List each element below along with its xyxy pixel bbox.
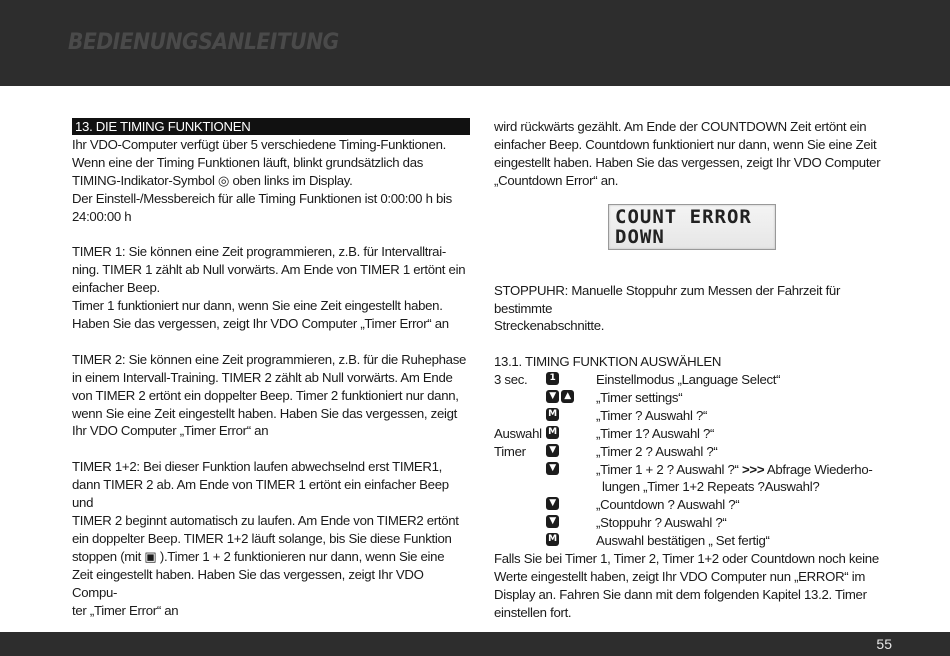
section-heading: 13. DIE TIMING FUNKTIONEN bbox=[72, 118, 470, 135]
text-line: dann TIMER 2 ab. Am Ende von TIMER 1 ertönt ein einfacher Beep und bbox=[72, 477, 449, 511]
step-row bbox=[494, 371, 894, 389]
step-row bbox=[494, 532, 894, 550]
timer1-paragraph bbox=[72, 243, 470, 333]
subsection-heading: 13.1. TIMING FUNKTION AUSWÄHLEN bbox=[494, 354, 722, 370]
text-line: Wenn eine der Timing Funktionen läuft, blinkt grundsätzlich das bbox=[72, 154, 424, 170]
step-row bbox=[494, 407, 894, 425]
step-text bbox=[596, 514, 726, 532]
button-key-icon: ▼ bbox=[546, 444, 559, 457]
step-text bbox=[602, 478, 819, 496]
step-keys bbox=[546, 372, 559, 385]
page-header bbox=[0, 0, 950, 86]
text-line: einstellen fort. bbox=[494, 604, 572, 620]
text-line: „Countdown Error“ an. bbox=[494, 172, 619, 188]
button-key-icon: ▼ bbox=[546, 462, 559, 475]
step-keys bbox=[546, 462, 559, 475]
text-line: wird rückwärts gezählt. Am Ende der COUNTDOWN Zeit ertönt ein bbox=[494, 119, 867, 134]
step-description: Auswahl bestätigen „ Set fertig“ bbox=[596, 533, 770, 549]
step-list bbox=[494, 371, 894, 550]
text-line: TIMING-Indikator-Symbol ◎ oben links im Display. bbox=[72, 172, 353, 188]
step-label: Auswahl bbox=[494, 425, 542, 441]
step-description: „Countdown ? Auswahl ?“ bbox=[596, 497, 740, 513]
step-description: Einstellmodus „Language Select“ bbox=[596, 372, 781, 388]
text-line: Ihr VDO-Computer verfügt über 5 verschiedene Timing-Funktionen. bbox=[72, 137, 446, 152]
intro-paragraph bbox=[72, 136, 470, 226]
text-line: einfacher Beep. Countdown funktioniert nur dann, wenn Sie eine Zeit bbox=[494, 136, 877, 152]
step-text bbox=[596, 389, 682, 407]
timer2-paragraph bbox=[72, 351, 470, 441]
text-line: ein doppelter Beep. TIMER 1+2 läuft solange, bis Sie diese Funktion bbox=[72, 530, 452, 546]
text-line: einfacher Beep. bbox=[72, 280, 160, 296]
text-line: STOPPUHR: Manuelle Stoppuhr zum Messen der Fahrzeit für bestimmte bbox=[494, 282, 841, 316]
button-key-icon: ▼ bbox=[546, 497, 559, 510]
step-text bbox=[596, 371, 780, 389]
step-text bbox=[596, 461, 872, 479]
countdown-continued bbox=[494, 118, 894, 190]
step-description: „Timer ? Auswahl ?“ bbox=[596, 407, 708, 423]
text-line: TIMER 1: Sie können eine Zeit programmieren, z.B. für Intervalltrai- bbox=[72, 244, 446, 260]
step-keys bbox=[546, 515, 559, 528]
step-row bbox=[494, 389, 894, 407]
button-key-icon: 1 bbox=[546, 372, 559, 385]
right-column bbox=[494, 118, 894, 622]
button-key-icon: ▼ bbox=[546, 390, 559, 403]
step-keys bbox=[546, 426, 559, 439]
text-line: Der Einstell-/Messbereich für alle Timing Funktionen ist 0:00:00 h bis bbox=[72, 190, 452, 206]
left-column bbox=[72, 118, 470, 655]
closing-paragraph bbox=[494, 550, 894, 622]
step-row bbox=[494, 496, 894, 514]
button-key-icon: M bbox=[546, 426, 559, 439]
step-label: Timer bbox=[494, 443, 526, 459]
step-row bbox=[494, 425, 894, 443]
text-line: TIMER 2: Sie können eine Zeit programmieren, z.B. für die Ruhephase bbox=[72, 351, 467, 367]
step-row bbox=[494, 478, 894, 496]
step-description: „Timer 2 ? Auswahl ?“ bbox=[596, 443, 718, 459]
step-keys bbox=[546, 408, 559, 421]
text-line: TIMER 1+2: Bei dieser Funktion laufen abwechselnd erst TIMER1, bbox=[72, 459, 443, 475]
step-description: „Timer 1? Auswahl ?“ bbox=[596, 425, 715, 441]
text-line: wenn Sie eine Zeit eingestellt haben. Haben Sie das vergessen, zeigt bbox=[72, 405, 458, 421]
step-row bbox=[494, 461, 894, 479]
text-line: Ihr VDO Computer „Timer Error“ an bbox=[72, 423, 269, 439]
step-keys bbox=[546, 533, 559, 546]
step-description: „Stoppuhr ? Auswahl ?“ bbox=[596, 515, 727, 531]
step-row bbox=[494, 514, 894, 532]
page-footer bbox=[0, 632, 950, 656]
step-text bbox=[596, 443, 717, 461]
step-keys bbox=[546, 497, 559, 510]
lcd-line-2: DOWN bbox=[615, 225, 665, 248]
lcd-display-image bbox=[608, 204, 776, 250]
step-row bbox=[494, 443, 894, 461]
button-key-icon: ▲ bbox=[561, 390, 574, 403]
text-line: von TIMER 2 ertönt ein doppelter Beep. Timer 2 funktioniert nur dann, bbox=[72, 387, 459, 403]
manual-title: BEDIENUNGSANLEITUNG bbox=[68, 30, 339, 55]
arrows-icon: >>> bbox=[742, 461, 765, 477]
text-line: Streckenabschnitte. bbox=[494, 318, 605, 334]
step-description: „Timer settings“ bbox=[596, 390, 683, 406]
text-line: Timer 1 funktioniert nur dann, wenn Sie eine Zeit eingestellt haben. bbox=[72, 298, 443, 314]
text-line: ning. TIMER 1 zählt ab Null vorwärts. Am Ende von TIMER 1 ertönt ein bbox=[72, 262, 466, 278]
step-text bbox=[596, 425, 714, 443]
text-line: Werte eingestellt haben, zeigt Ihr VDO Computer nun „ERROR“ im bbox=[494, 568, 866, 584]
step-keys bbox=[546, 390, 574, 403]
button-key-icon: ▼ bbox=[546, 515, 559, 528]
text-line: Haben Sie das vergessen, zeigt Ihr VDO Computer „Timer Error“ an bbox=[72, 316, 449, 332]
page-number: 55 bbox=[876, 636, 892, 652]
text-line: 24:00:00 h bbox=[72, 208, 132, 224]
text-line: in einem Intervall-Training. TIMER 2 zählt ab Null vorwärts. Am Ende bbox=[72, 369, 453, 385]
text-line: TIMER 2 beginnt automatisch zu laufen. Am Ende von TIMER2 ertönt bbox=[72, 512, 459, 528]
step-keys bbox=[546, 444, 559, 457]
step-label: 3 sec. bbox=[494, 372, 528, 388]
stopwatch-paragraph bbox=[494, 282, 894, 336]
step-extra: Abfrage Wiederho- bbox=[766, 461, 873, 477]
text-line: eingestellt haben. Haben Sie das vergessen, zeigt Ihr VDO Computer bbox=[494, 154, 881, 170]
step-description: „Timer 1 + 2 ? Auswahl ?“ bbox=[596, 461, 739, 477]
button-key-icon: M bbox=[546, 408, 559, 421]
text-line: Zeit eingestellt haben. Haben Sie das vergessen, zeigt Ihr VDO Compu- bbox=[72, 566, 424, 600]
step-text bbox=[596, 407, 707, 425]
timer12-paragraph bbox=[72, 458, 470, 619]
text-line: stoppen (mit ▣ ).Timer 1 + 2 funktionieren nur dann, wenn Sie eine bbox=[72, 548, 445, 564]
lcd-line-1: COUNT ERROR bbox=[615, 205, 752, 228]
step-description: lungen „Timer 1+2 Repeats ?Auswahl? bbox=[602, 479, 820, 495]
button-key-icon: M bbox=[546, 533, 559, 546]
step-text bbox=[596, 496, 739, 514]
text-line: Display an. Fahren Sie dann mit dem folgenden Kapitel 13.2. Timer bbox=[494, 586, 867, 602]
text-line: Falls Sie bei Timer 1, Timer 2, Timer 1+2 oder Countdown noch keine bbox=[494, 551, 879, 567]
text-line: ter „Timer Error“ an bbox=[72, 602, 179, 618]
step-text bbox=[596, 532, 770, 550]
